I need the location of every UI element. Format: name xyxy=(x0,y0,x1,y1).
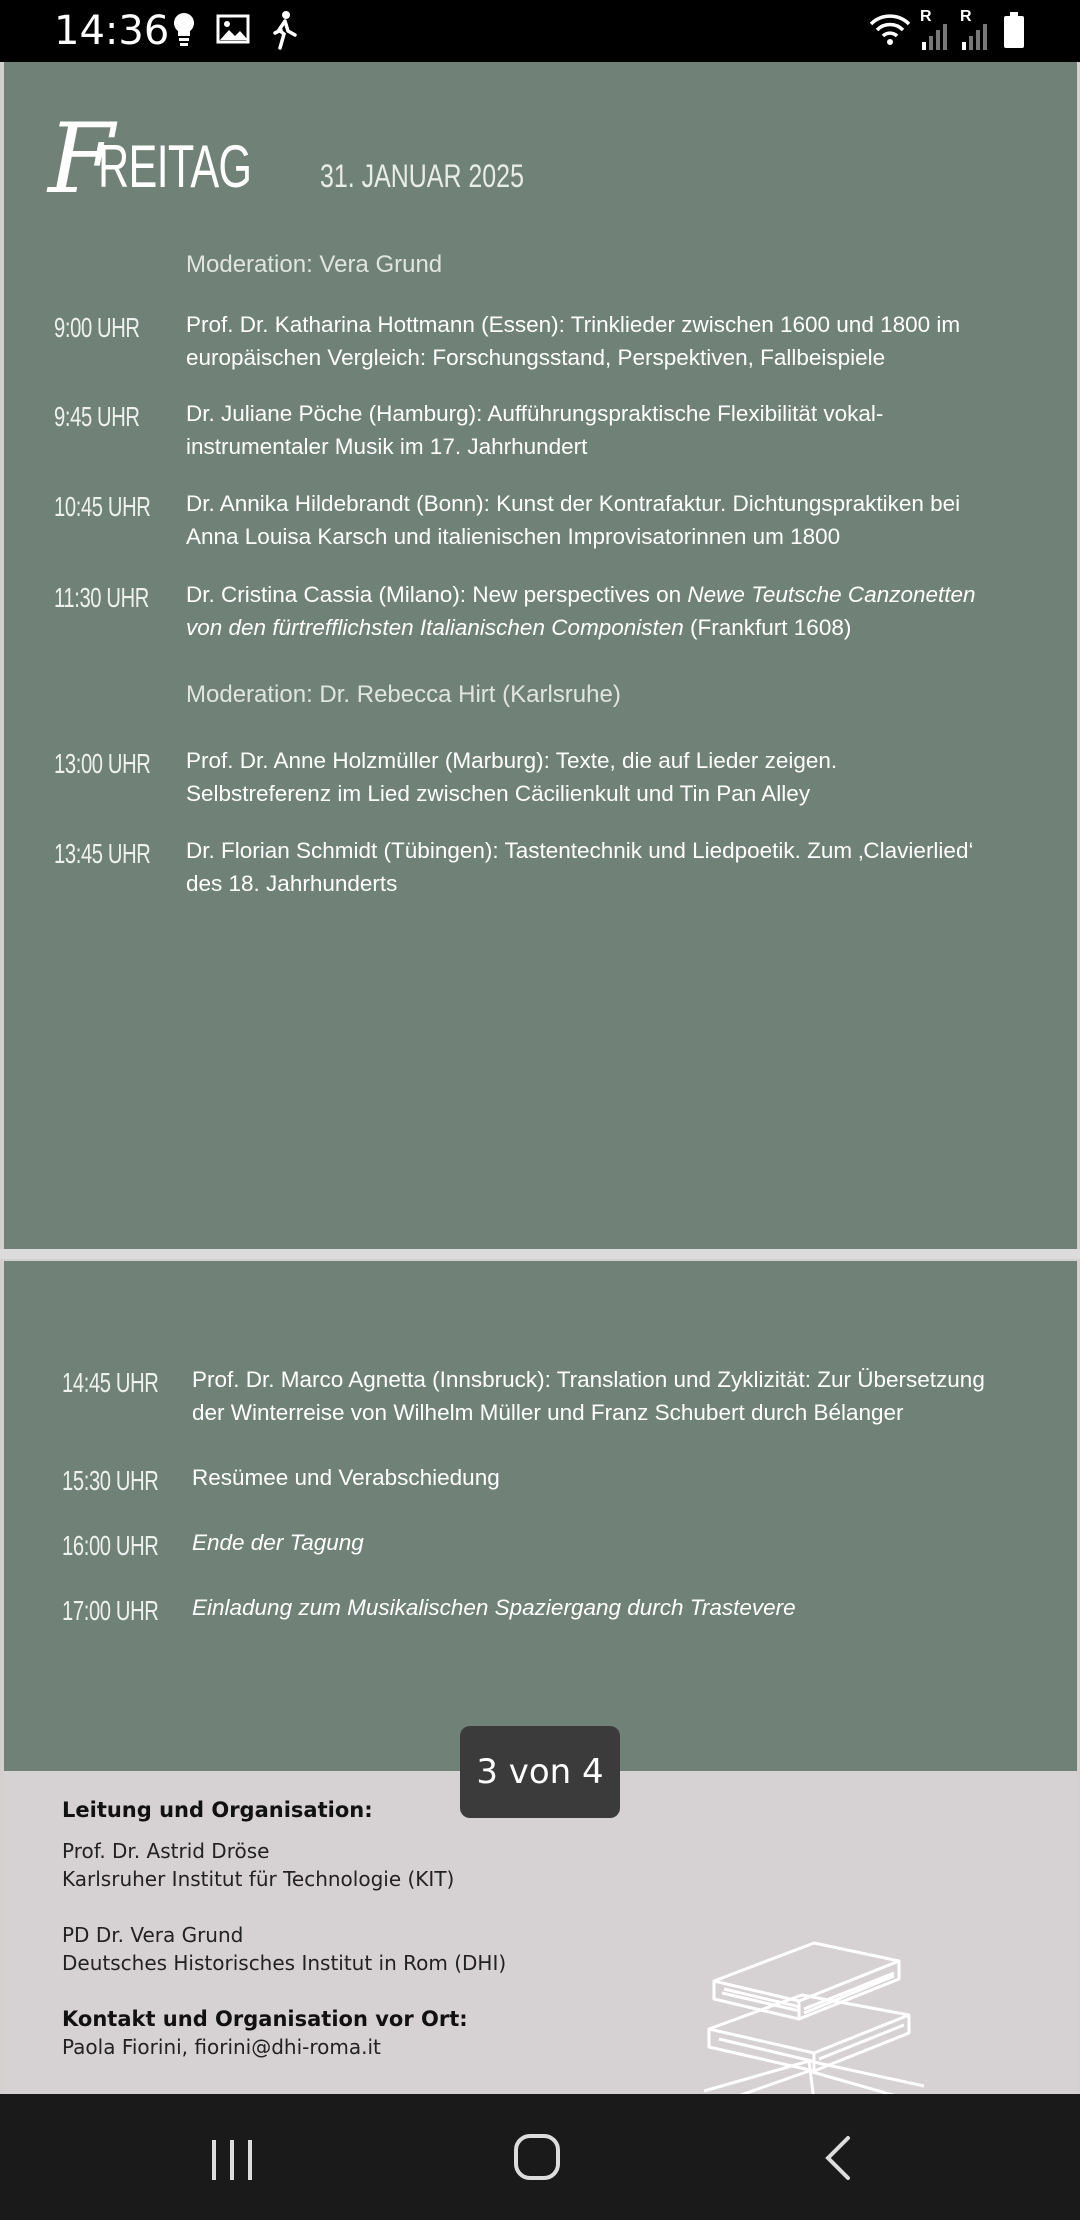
time-label: 11:30 UHR xyxy=(54,582,149,613)
status-bar xyxy=(0,0,1080,62)
talk-line: Dr. Annika Hildebrandt (Bonn): Kunst der Kontrafaktur. Dichtungspraktiken bei xyxy=(186,491,961,516)
contact-heading: Kontakt und Organisation vor Ort: xyxy=(62,2007,468,2031)
wifi-icon xyxy=(868,10,912,55)
work-title: Newe Teutsche Canzonetten xyxy=(687,582,976,607)
talk-line xyxy=(186,578,976,611)
work-title: von den fürtrefflichsten Italianischen Componisten xyxy=(186,615,684,640)
talk-text: (Frankfurt 1608) xyxy=(683,615,852,640)
page-indicator: 3 von 4 xyxy=(460,1726,620,1818)
image-icon xyxy=(216,10,250,55)
time-label: 9:00 UHR xyxy=(54,312,140,343)
talk-line: Dr. Florian Schmidt (Tübingen): Tastentechnik und Liedpoetik. Zum ‚Clavierlied‘ xyxy=(186,838,974,863)
time-label: 15:30 UHR xyxy=(62,1465,159,1496)
program-page-continued xyxy=(4,1261,1077,1771)
time-label: 14:45 UHR xyxy=(62,1367,159,1398)
day-name: REITAG xyxy=(98,133,252,200)
talk-line: Einladung zum Musikalischen Spaziergang durch Trastevere xyxy=(192,1595,796,1620)
time-label: 13:45 UHR xyxy=(54,838,151,869)
walking-icon xyxy=(268,10,300,57)
navigation-bar xyxy=(0,2094,1080,2220)
talk-line: Prof. Dr. Anne Holzmüller (Marburg): Texte, die auf Lieder zeigen. xyxy=(186,748,838,773)
recent-apps-icon[interactable] xyxy=(208,2138,256,2187)
organizer-institution: Karlsruher Institut für Technologie (KIT) xyxy=(62,1867,455,1891)
talk-line: der Winterreise von Wilhelm Müller und Franz Schubert durch Bélanger xyxy=(192,1400,904,1425)
talk-line: Prof. Dr. Marco Agnetta (Innsbruck): Translation und Zyklizität: Zur Übersetzung xyxy=(192,1367,985,1392)
roaming-label: R xyxy=(920,8,932,25)
time-label: 16:00 UHR xyxy=(62,1530,159,1561)
back-icon[interactable] xyxy=(822,2134,854,2187)
talk-line: instrumentaler Musik im 17. Jahrhundert xyxy=(186,434,588,459)
organisation-heading: Leitung und Organisation: xyxy=(62,1798,373,1822)
talk-line: Resümee und Verabschiedung xyxy=(192,1465,500,1490)
talk-line: europäischen Vergleich: Forschungsstand, Perspektiven, Fallbeispiele xyxy=(186,345,886,370)
page-divider xyxy=(0,1249,1080,1259)
time-label: 17:00 UHR xyxy=(62,1595,159,1626)
organisation-info xyxy=(4,1771,1077,2094)
program-page-3 xyxy=(4,62,1077,1251)
organizer-name: Prof. Dr. Astrid Dröse xyxy=(62,1839,270,1863)
event-date: 31. JANUAR 2025 xyxy=(320,158,524,194)
talk-line: Selbstreferenz im Lied zwischen Cäcilienkult und Tin Pan Alley xyxy=(186,781,811,806)
organizer-name: PD Dr. Vera Grund xyxy=(62,1923,244,1947)
books-illustration-icon xyxy=(694,1921,954,2094)
talk-line: Prof. Dr. Katharina Hottmann (Essen): Trinklieder zwischen 1600 und 1800 im xyxy=(186,312,961,337)
talk-line xyxy=(186,611,851,644)
time-label: 9:45 UHR xyxy=(54,401,140,432)
lightbulb-icon xyxy=(170,10,198,55)
home-icon[interactable] xyxy=(512,2132,562,2187)
contact-details: Paola Fiorini, fiorini@dhi-roma.it xyxy=(62,2035,381,2059)
clock: 14:36 xyxy=(54,8,170,54)
time-label: 10:45 UHR xyxy=(54,491,151,522)
signal-icon xyxy=(958,8,992,57)
battery-icon xyxy=(1002,10,1026,55)
moderation-label: Moderation: Dr. Rebecca Hirt (Karlsruhe) xyxy=(186,681,621,708)
time-label: 13:00 UHR xyxy=(54,748,151,779)
talk-line: Ende der Tagung xyxy=(192,1530,364,1555)
moderation-label: Moderation: Vera Grund xyxy=(186,251,443,278)
day-initial: F xyxy=(48,103,115,215)
organizer-institution: Deutsches Historisches Institut in Rom (DHI) xyxy=(62,1951,507,1975)
talk-text: Dr. Cristina Cassia (Milano): New perspectives on xyxy=(186,582,688,607)
talk-line: des 18. Jahrhunderts xyxy=(186,871,398,896)
signal-icon xyxy=(918,8,952,57)
talk-line: Anna Louisa Karsch und italienischen Improvisatorinnen um 1800 xyxy=(186,524,841,549)
roaming-label: R xyxy=(960,8,972,25)
talk-line: Dr. Juliane Pöche (Hamburg): Aufführungspraktische Flexibilität vokal- xyxy=(186,401,884,426)
